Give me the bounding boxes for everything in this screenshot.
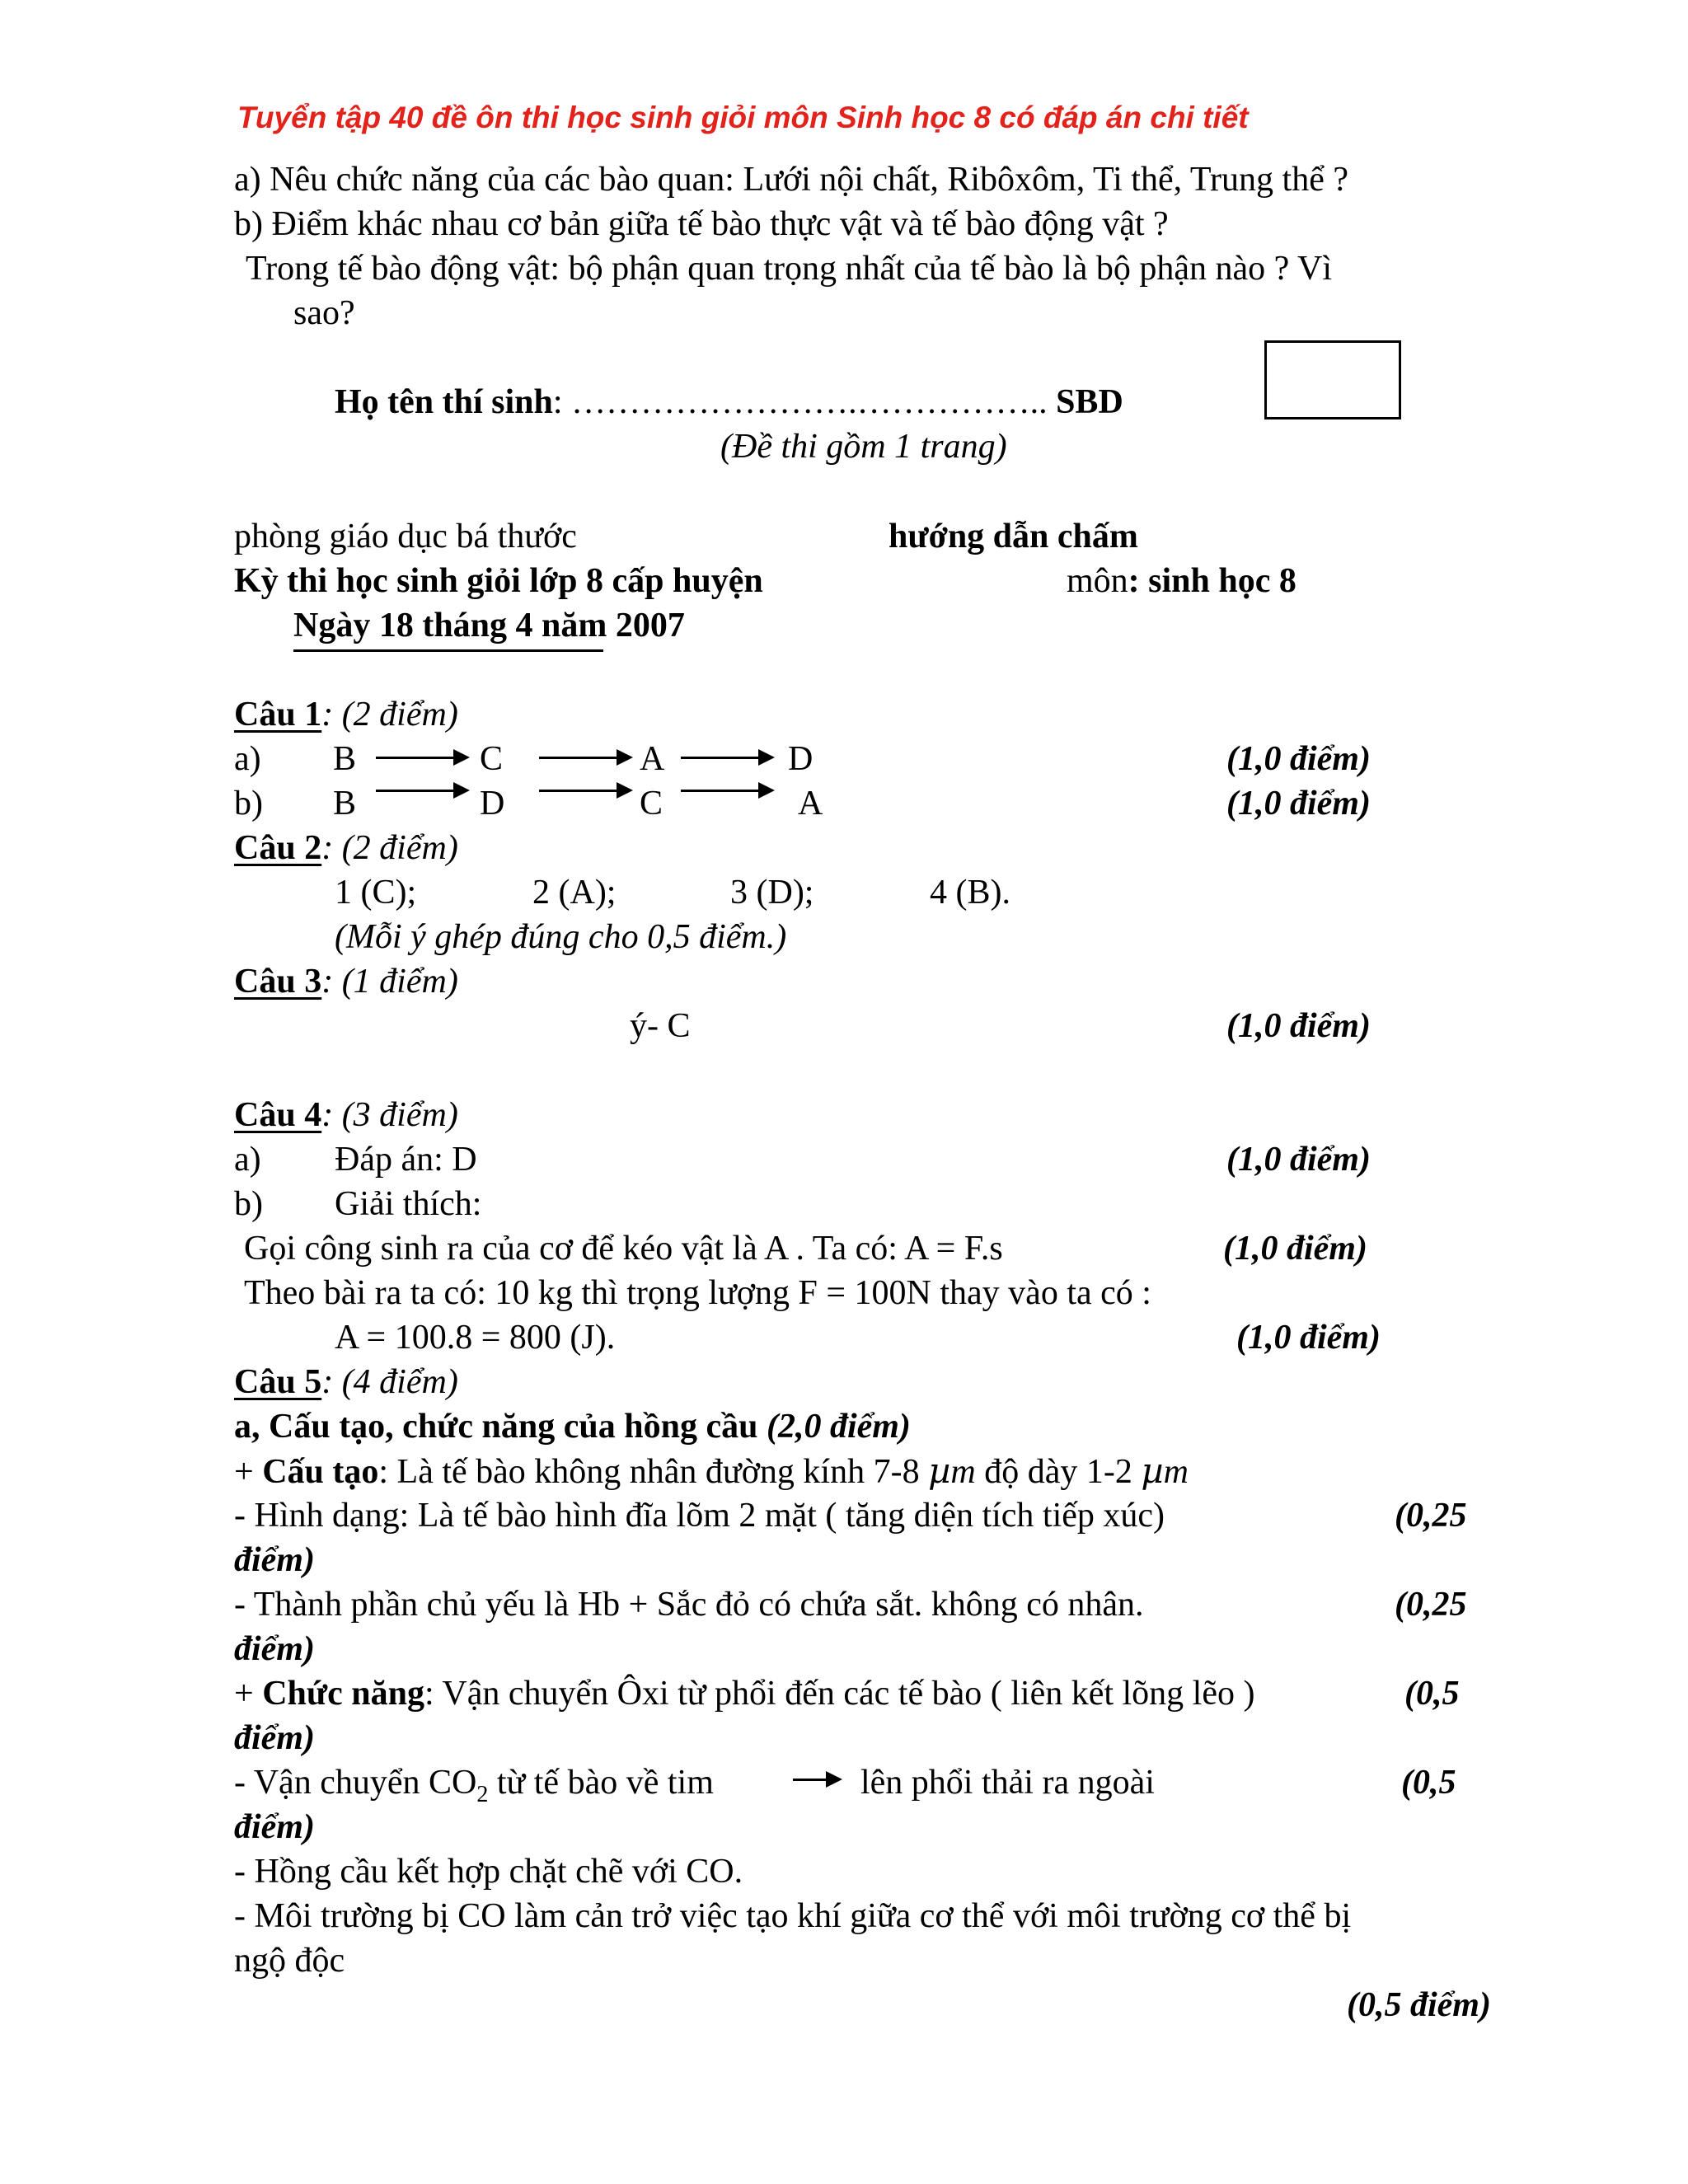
chucnang-label: Chức năng <box>262 1675 424 1713</box>
exam-date: Ngày 18 tháng 4 năm 2007 <box>293 607 685 644</box>
cau1-a-node: C <box>480 740 504 778</box>
cau2-note: (Mỗi ý ghép đúng cho 0,5 điểm.) <box>335 918 787 956</box>
cau1-b-node: D <box>480 785 505 823</box>
co2-line <box>234 1764 714 1807</box>
cau2-heading <box>234 831 458 865</box>
exam-page-note: (Đề thi gồm 1 trang) <box>720 428 1007 466</box>
micro-unit: m <box>950 1453 976 1491</box>
micro-symbol: µ <box>928 1451 951 1491</box>
cau4-heading <box>234 1098 458 1132</box>
candidate-line <box>335 385 1123 419</box>
cau3-heading <box>234 964 458 999</box>
cau5-label: Câu 5 <box>234 1363 322 1401</box>
cau2-label: Câu 2 <box>234 829 322 867</box>
cau4-line3-score: (1,0 điểm) <box>1236 1319 1381 1357</box>
cau4-points: : (3 điểm) <box>321 1096 458 1134</box>
cau5-sub-a: a, Cấu tạo, chức năng của hồng cầu <box>234 1408 758 1446</box>
thanhphan-score-b: điểm) <box>234 1630 315 1668</box>
cautao-line <box>234 1451 1189 1491</box>
cau1-label: Câu 1 <box>234 696 322 733</box>
cau1-b-node: C <box>640 785 663 823</box>
arrow-icon <box>539 757 630 759</box>
cau3-points: : (1 điểm) <box>321 963 458 1001</box>
candidate-name-dots: : …………………….…………….. <box>552 383 1057 421</box>
cau2-item: 4 (B). <box>930 874 1010 912</box>
exam-name: Kỳ thi học sinh giỏi lớp 8 cấp huyện <box>234 562 763 600</box>
hinhdang-score-a: (0,25 <box>1395 1497 1467 1535</box>
co2-end: lên phổi thải ra ngoài <box>860 1764 1155 1802</box>
cau4-line1: Gọi công sinh ra của cơ để kéo vật là A . Ta có: A = F.s <box>244 1230 1003 1268</box>
co2-subscript: 2 <box>476 1782 489 1807</box>
chucnang-score-a: (0,5 <box>1404 1675 1460 1713</box>
hinhdang-score-b: điểm) <box>234 1541 315 1579</box>
final-score: (0,5 điểm) <box>1347 1986 1491 2024</box>
sbd-box <box>1264 340 1401 419</box>
cau4-a-text: Đáp án: D <box>335 1141 477 1179</box>
cau1-heading <box>234 697 458 732</box>
cau1-a-node: B <box>333 740 357 778</box>
arrow-icon <box>376 757 467 759</box>
arrow-icon <box>793 1779 839 1781</box>
cau5-sub-a-points: (2,0 điểm) <box>766 1408 911 1446</box>
question-a: a) Nêu chức năng của các bào quan: Lưới nội chất, Ribôxôm, Ti thể, Trung thể ? <box>234 161 1348 199</box>
document-header: Tuyển tập 40 đề ôn thi học sinh giỏi môn Sinh học 8 có đáp án chi tiết <box>237 101 1249 134</box>
subject-name: : sinh học 8 <box>1128 562 1296 600</box>
cau4-line2: Theo bài ra ta có: 10 kg thì trọng lượng F = 100N thay vào ta có : <box>244 1274 1151 1312</box>
cau5-points: : (4 điểm) <box>321 1363 458 1401</box>
cau4-label: Câu 4 <box>234 1096 322 1134</box>
cau1-b-score: (1,0 điểm) <box>1226 785 1371 823</box>
question-c-line1: Trong tế bào động vật: bộ phận quan trọng nhất của tế bào là bộ phận nào ? Vì <box>246 250 1333 288</box>
micro-symbol: µ <box>1141 1451 1164 1491</box>
answer-key-title: hướng dẫn chấm <box>889 518 1138 555</box>
date-underline <box>293 649 603 652</box>
co2-post: từ tế bào về tim <box>488 1764 714 1802</box>
cau3-answer: ý- C <box>630 1007 691 1045</box>
cau2-item: 3 (D); <box>730 874 814 912</box>
micro-unit: m <box>1163 1453 1189 1491</box>
arrow-icon <box>539 790 630 792</box>
cau2-points: : (2 điểm) <box>321 829 458 867</box>
cau4-line1-score: (1,0 điểm) <box>1223 1230 1367 1268</box>
co-line: - Hồng cầu kết hợp chặt chẽ với CO. <box>234 1853 743 1891</box>
cau1-b-mark: b) <box>234 785 263 823</box>
arrow-icon <box>681 790 771 792</box>
thanhphan-line: - Thành phần chủ yếu là Hb + Sắc đỏ có chứa sắt. không có nhân. <box>234 1586 1144 1624</box>
arrow-icon <box>681 757 771 759</box>
moitruong-line2: ngộ độc <box>234 1942 345 1980</box>
co2-pre: - Vận chuyển CO <box>234 1764 477 1802</box>
co2-score-a: (0,5 <box>1401 1764 1456 1802</box>
office-name: phòng giáo dục bá thước <box>234 518 577 555</box>
cau3-score: (1,0 điểm) <box>1226 1007 1371 1045</box>
cau1-a-score: (1,0 điểm) <box>1226 740 1371 778</box>
cautao-text2: độ dày 1-2 <box>975 1453 1142 1491</box>
sbd-label: SBD <box>1056 383 1123 421</box>
cau5-subheading <box>234 1409 911 1444</box>
moitruong-line1: - Môi trường bị CO làm cản trở việc tạo khí giữa cơ thể với môi trường cơ thể bị <box>234 1897 1352 1935</box>
cau4-b-mark: b) <box>234 1185 263 1223</box>
cautao-text: : Là tế bào không nhân đường kính 7-8 <box>378 1453 929 1491</box>
cau5-heading <box>234 1365 458 1399</box>
cau4-a-mark: a) <box>234 1141 261 1179</box>
cau1-a-mark: a) <box>234 740 261 778</box>
cau3-label: Câu 3 <box>234 963 322 1001</box>
cautao-label: Cấu tạo <box>262 1453 379 1491</box>
cau1-points: : (2 điểm) <box>321 696 458 733</box>
chucnang-line <box>234 1676 1254 1711</box>
candidate-name-label: Họ tên thí sinh <box>335 383 553 421</box>
cau4-a-score: (1,0 điểm) <box>1226 1141 1371 1179</box>
cau2-item: 1 (C); <box>335 874 417 912</box>
question-b: b) Điểm khác nhau cơ bản giữa tế bào thực vật và tế bào động vật ? <box>234 205 1169 243</box>
arrow-icon <box>376 790 467 792</box>
hinhdang-line: - Hình dạng: Là tế bào hình đĩa lõm 2 mặt ( tăng diện tích tiếp xúc) <box>234 1497 1165 1535</box>
cau1-a-node: D <box>788 740 814 778</box>
thanhphan-score-a: (0,25 <box>1395 1586 1467 1624</box>
cau1-b-node: B <box>333 785 357 823</box>
co2-score-b: điểm) <box>234 1808 315 1846</box>
subject-prefix: môn <box>1067 562 1128 600</box>
chucnang-plus: + <box>234 1675 263 1713</box>
cau1-b-node: A <box>798 785 823 823</box>
chucnang-score-b: điểm) <box>234 1719 315 1757</box>
subject-line <box>1067 564 1296 598</box>
question-c-line2: sao? <box>293 294 355 332</box>
chucnang-text: : Vận chuyển Ôxi từ phổi đến các tế bào ( liên kết lõng lẽo ) <box>424 1675 1255 1713</box>
cau4-line3: A = 100.8 = 800 (J). <box>335 1319 616 1357</box>
cau4-b-text: Giải thích: <box>335 1185 482 1223</box>
cautao-plus: + <box>234 1453 263 1491</box>
cau2-item: 2 (A); <box>532 874 617 912</box>
cau1-a-node: A <box>640 740 665 778</box>
